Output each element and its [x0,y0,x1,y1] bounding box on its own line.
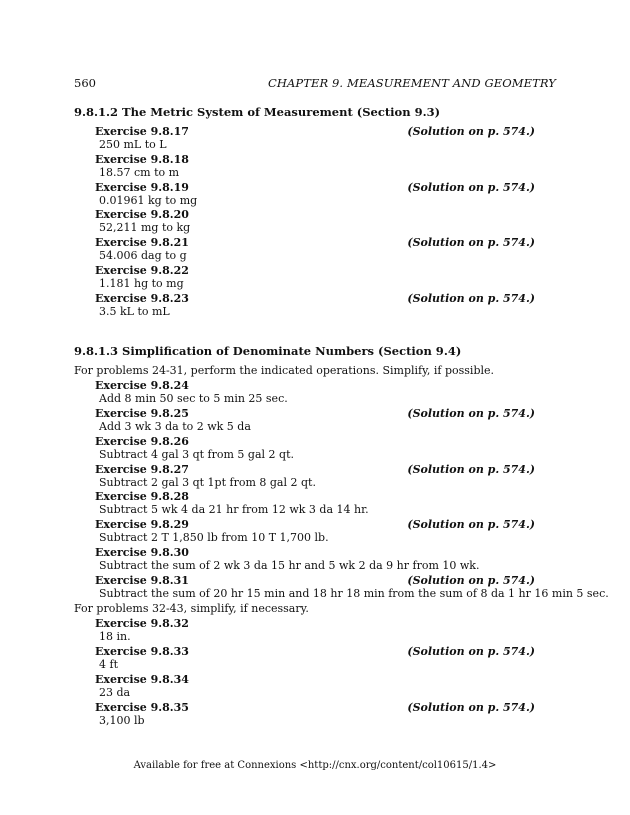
exercise-title: Exercise 9.8.22 [95,264,189,277]
exercise-body: 23 da [99,686,131,699]
solution-link[interactable]: (Solution on p. 574.) [407,518,535,531]
exercise-body: 250 mL to L [99,138,167,151]
solution-link[interactable]: (Solution on p. 574.) [407,574,535,587]
exercise-title: Exercise 9.8.23 [95,292,189,305]
solution-link[interactable]: (Solution on p. 574.) [407,463,535,476]
exercise-title: Exercise 9.8.17 [95,125,189,138]
exercise-title: Exercise 9.8.35 [95,701,189,714]
solution-link[interactable]: (Solution on p. 574.) [407,292,535,305]
exercise-body: Add 3 wk 3 da to 2 wk 5 da [99,420,251,433]
exercise-title: Exercise 9.8.20 [95,208,189,221]
exercise-body: 4 ft [99,658,118,671]
exercise-body: Subtract 2 T 1,850 lb from 10 T 1,700 lb. [99,531,329,544]
exercise-body: Subtract the sum of 2 wk 3 da 15 hr and 5 wk 2 da 9 hr from 10 wk. [99,559,480,572]
solution-link[interactable]: (Solution on p. 574.) [407,407,535,420]
exercise-title: Exercise 9.8.26 [95,435,189,448]
solution-link[interactable]: (Solution on p. 574.) [407,236,535,249]
page-number: 560 [74,76,96,90]
exercise-body: 3.5 kL to mL [99,305,170,318]
exercise-body: Subtract 4 gal 3 qt from 5 gal 2 qt. [99,448,294,461]
solution-link[interactable]: (Solution on p. 574.) [407,125,535,138]
exercise-body: Add 8 min 50 sec to 5 min 25 sec. [99,392,288,405]
exercise-body: 1.181 hg to mg [99,277,184,290]
exercise-title: Exercise 9.8.21 [95,236,189,249]
exercise-body: Subtract 5 wk 4 da 21 hr from 12 wk 3 da 14 hr. [99,503,369,516]
exercise-body: 18.57 cm to m [99,166,180,179]
exercise-title: Exercise 9.8.32 [95,617,189,630]
exercise-body: 0.01961 kg to mg [99,194,198,207]
page-header [74,76,556,92]
exercise-title: Exercise 9.8.31 [95,574,189,587]
exercise-title: Exercise 9.8.34 [95,673,189,686]
page-footer: Available for free at Connexions <http://cnx.org/content/col10615/1.4> [133,760,497,771]
solution-link[interactable]: (Solution on p. 574.) [407,701,535,714]
exercise-title: Exercise 9.8.33 [95,645,189,658]
exercise-title: Exercise 9.8.28 [95,490,189,503]
exercise-title: Exercise 9.8.24 [95,379,189,392]
solution-link[interactable]: (Solution on p. 574.) [407,181,535,194]
exercise-title: Exercise 9.8.18 [95,153,189,166]
section-title-denominate: 9.8.1.3 Simplification of Denominate Numbers (Section 9.4) [74,344,462,358]
exercise-title: Exercise 9.8.29 [95,518,189,531]
exercise-title: Exercise 9.8.30 [95,546,189,559]
section-title-metric: 9.8.1.2 The Metric System of Measurement (Section 9.3) [74,105,441,119]
exercise-title: Exercise 9.8.19 [95,181,189,194]
exercise-body: 3,100 lb [99,714,145,727]
problems-intro: For problems 32-43, simplify, if necessary. [74,602,309,615]
problems-intro: For problems 24-31, perform the indicated operations. Simplify, if possible. [74,364,495,377]
exercise-title: Exercise 9.8.27 [95,463,189,476]
exercise-body: 18 in. [99,630,131,643]
chapter-title: CHAPTER 9. MEASUREMENT AND GEOMETRY [267,76,556,90]
exercise-title: Exercise 9.8.25 [95,407,189,420]
solution-link[interactable]: (Solution on p. 574.) [407,645,535,658]
exercise-body: Subtract the sum of 20 hr 15 min and 18 hr 18 min from the sum of 8 da 1 hr 16 min 5 sec. [99,587,609,600]
exercise-body: 54.006 dag to g [99,249,187,262]
exercise-body: 52,211 mg to kg [99,221,191,234]
exercise-body: Subtract 2 gal 3 qt 1pt from 8 gal 2 qt. [99,476,316,489]
